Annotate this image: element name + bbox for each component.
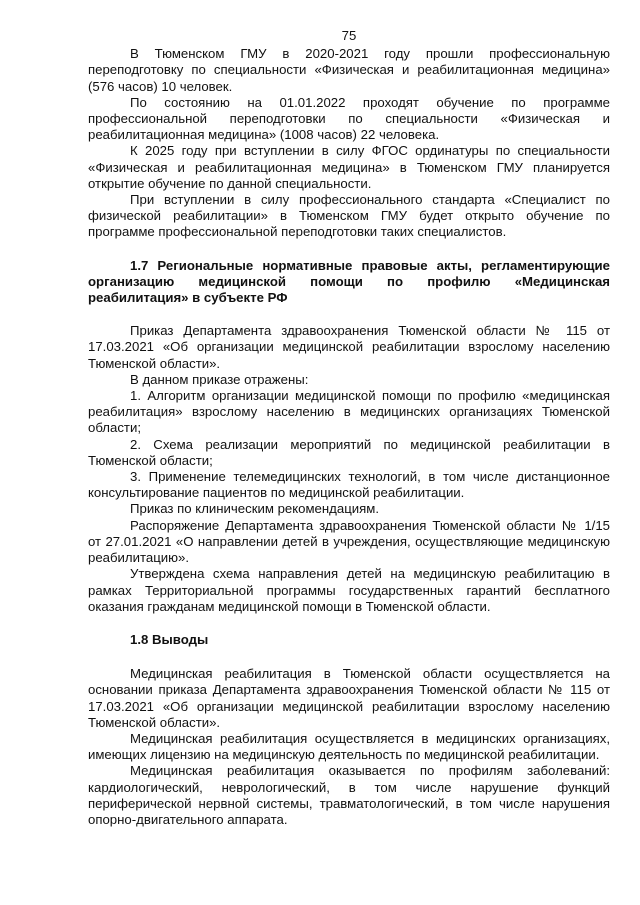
paragraph: Приказ по клиническим рекомендациям.	[130, 501, 379, 517]
paragraph: В Тюменском ГМУ в 2020-2021 году прошли профессиональную переподготовку по специальности «Физическая и реабилитационная медицина» (576 часов) 10 человек.	[88, 46, 610, 94]
list-item: 3. Применение телемедицинских технологий, в том числе дистанционное консультирование пациентов по медицинской реабилитации.	[88, 469, 610, 501]
paragraph: Медицинская реабилитация осуществляется в медицинских организациях, имеющих лицензию на медицинскую деятельность по медицинской реабилитации.	[88, 730, 610, 763]
paragraph: При вступлении в силу профессионального стандарта «Специалист по физической реабилитации» в Тюменском ГМУ будет открыто обучение по программе профессиональной переподготовки таких специалистов.	[88, 192, 610, 240]
list-item: 1. Алгоритм организации медицинской помощи по профилю «медицинская реабилитация» взрослому населению в медицинских организациях Тюменской области;	[88, 388, 610, 436]
paragraph: К 2025 году при вступлении в силу ФГОС ординатуры по специальности «Физическая и реабилитационная медицина» в Тюменском ГМУ планируется открытие обучение по данной специальности.	[88, 143, 610, 191]
paragraph: Медицинская реабилитация в Тюменской области осуществляется на основании приказа Департамента здравоохранения Тюменской области № 115 от 17.03.2021 «Об организации медицинской реабилитации взрослому населению Тюменской области».	[88, 666, 610, 730]
paragraph: Утверждена схема направления детей на медицинскую реабилитацию в рамках Территориальной программы государственных гарантий бесплатного оказания гражданам медицинской помощи в Тюменской области.	[88, 566, 610, 614]
paragraph: По состоянию на 01.01.2022 проходят обучение по программе профессиональной переподготовки по специальности «Физическая и реабилитационная медицина» (1008 часов) 22 человека.	[88, 94, 610, 143]
page-number: 75	[341, 28, 357, 43]
section-heading-1-8: 1.8 Выводы	[130, 631, 209, 647]
section-heading-1-7: 1.7 Региональные нормативные правовые акты, регламентирующие организацию медицинской помощи по профилю «Медицинская реабилитация» в субъекте РФ	[88, 257, 610, 306]
paragraph: Приказ Департамента здравоохранения Тюменской области № 115 от 17.03.2021 «Об организации медицинской реабилитации взрослому населению Тюменской области».	[88, 323, 610, 371]
list-item: 2. Схема реализации мероприятий по медицинской реабилитации в Тюменской области;	[88, 436, 610, 468]
document-page	[88, 28, 610, 828]
paragraph: В данном приказе отражены:	[130, 371, 309, 387]
paragraph: Медицинская реабилитация оказывается по профилям заболеваний: кардиологический, неврологический, в том числе нарушение функций периферической нервной системы, травматологический, в том числе нарушения опорно-двигательного аппарата.	[88, 763, 610, 827]
paragraph: Распоряжение Департамента здравоохранения Тюменской области № 1/15 от 27.01.2021 «О направлении детей в учреждения, осуществляющие медицинскую реабилитацию».	[88, 517, 610, 566]
